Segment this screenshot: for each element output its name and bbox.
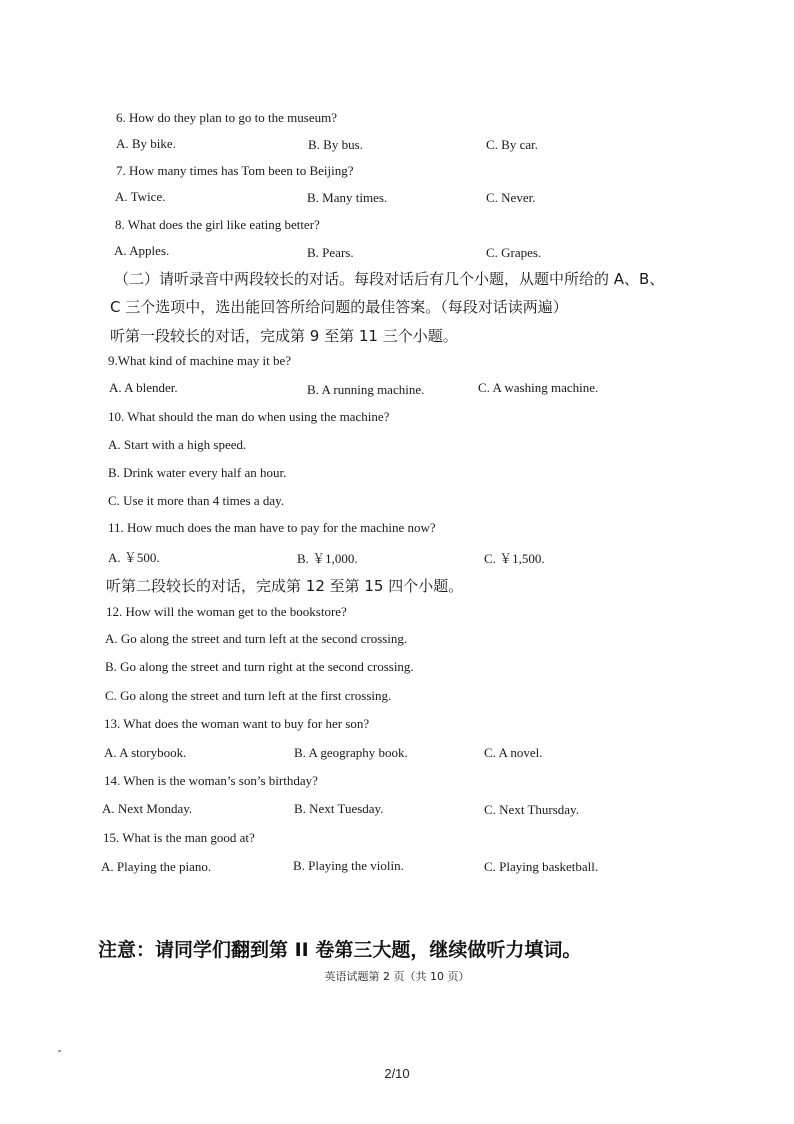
q13-option-b: B. A geography book. <box>294 745 408 760</box>
q9-option-c: C. A washing machine. <box>478 380 599 395</box>
q14-option-a: A. Next Monday. <box>102 801 193 816</box>
q14-option-c: C. Next Thursday. <box>484 802 579 817</box>
q7-option-a: A. Twice. <box>115 189 166 204</box>
q15-option-c: C. Playing basketball. <box>484 859 599 874</box>
question-6: 6. How do they plan to go to the museum? <box>116 110 337 125</box>
q11-option-b: B. ￥1,000. <box>297 551 358 566</box>
question-14: 14. When is the woman’s son’s birthday? <box>104 773 318 788</box>
q9-option-a: A. A blender. <box>109 380 178 395</box>
q10-option-b: B. Drink water every half an hour. <box>108 465 287 480</box>
page-number: 2/10 <box>384 1066 410 1081</box>
question-15: 15. What is the man good at? <box>103 830 255 845</box>
q6-option-a: A. By bike. <box>116 136 176 151</box>
scan-speck <box>58 1050 61 1052</box>
q13-option-c: C. A novel. <box>484 745 543 760</box>
question-7: 7. How many times has Tom been to Beijing? <box>116 163 354 178</box>
question-9: 9.What kind of machine may it be? <box>108 353 292 368</box>
q8-option-b: B. Pears. <box>307 245 354 260</box>
section-2-instruction-line2: C 三个选项中，选出能回答所给问题的最佳答案。（每段对话读两遍） <box>110 298 568 316</box>
q12-option-b: B. Go along the street and turn right at the second crossing. <box>105 659 414 674</box>
dialog-2-intro: 听第二段较长的对话，完成第 12 至第 15 四个小题。 <box>106 577 464 595</box>
question-12: 12. How will the woman get to the bookstore? <box>106 604 347 619</box>
section-2-instruction-line1: （二）请听录音中两段较长的对话。每段对话后有几个小题，从题中所给的 A、B、 <box>114 270 665 288</box>
question-10: 10. What should the man do when using the machine? <box>108 409 390 424</box>
q13-option-a: A. A storybook. <box>104 745 187 760</box>
notice-text: 注意：请同学们翻到第 II 卷第三大题，继续做听力填词。 <box>98 939 582 961</box>
q11-option-a: A. ￥500. <box>108 550 160 565</box>
q15-option-b: B. Playing the violin. <box>293 858 404 873</box>
q7-option-c: C. Never. <box>486 190 536 205</box>
q14-option-b: B. Next Tuesday. <box>294 801 384 816</box>
q8-option-a: A. Apples. <box>114 243 170 258</box>
q12-option-c: C. Go along the street and turn left at the first crossing. <box>105 688 392 703</box>
q10-option-a: A. Start with a high speed. <box>108 437 247 452</box>
question-8: 8. What does the girl like eating better? <box>115 217 320 232</box>
dialog-1-intro: 听第一段较长的对话，完成第 9 至第 11 三个小题。 <box>110 327 458 345</box>
page-footer: 英语试题第 2 页（共 10 页） <box>324 970 470 983</box>
question-11: 11. How much does the man have to pay for the machine now? <box>108 520 436 535</box>
q8-option-c: C. Grapes. <box>486 245 542 260</box>
q11-option-c: C. ￥1,500. <box>484 551 545 566</box>
q12-option-a: A. Go along the street and turn left at the second crossing. <box>105 631 408 646</box>
q6-option-c: C. By car. <box>486 137 538 152</box>
q15-option-a: A. Playing the piano. <box>101 859 212 874</box>
q6-option-b: B. By bus. <box>308 137 363 152</box>
q7-option-b: B. Many times. <box>307 190 388 205</box>
q9-option-b: B. A running machine. <box>307 382 425 397</box>
q10-option-c: C. Use it more than 4 times a day. <box>108 493 285 508</box>
question-13: 13. What does the woman want to buy for her son? <box>104 716 370 731</box>
